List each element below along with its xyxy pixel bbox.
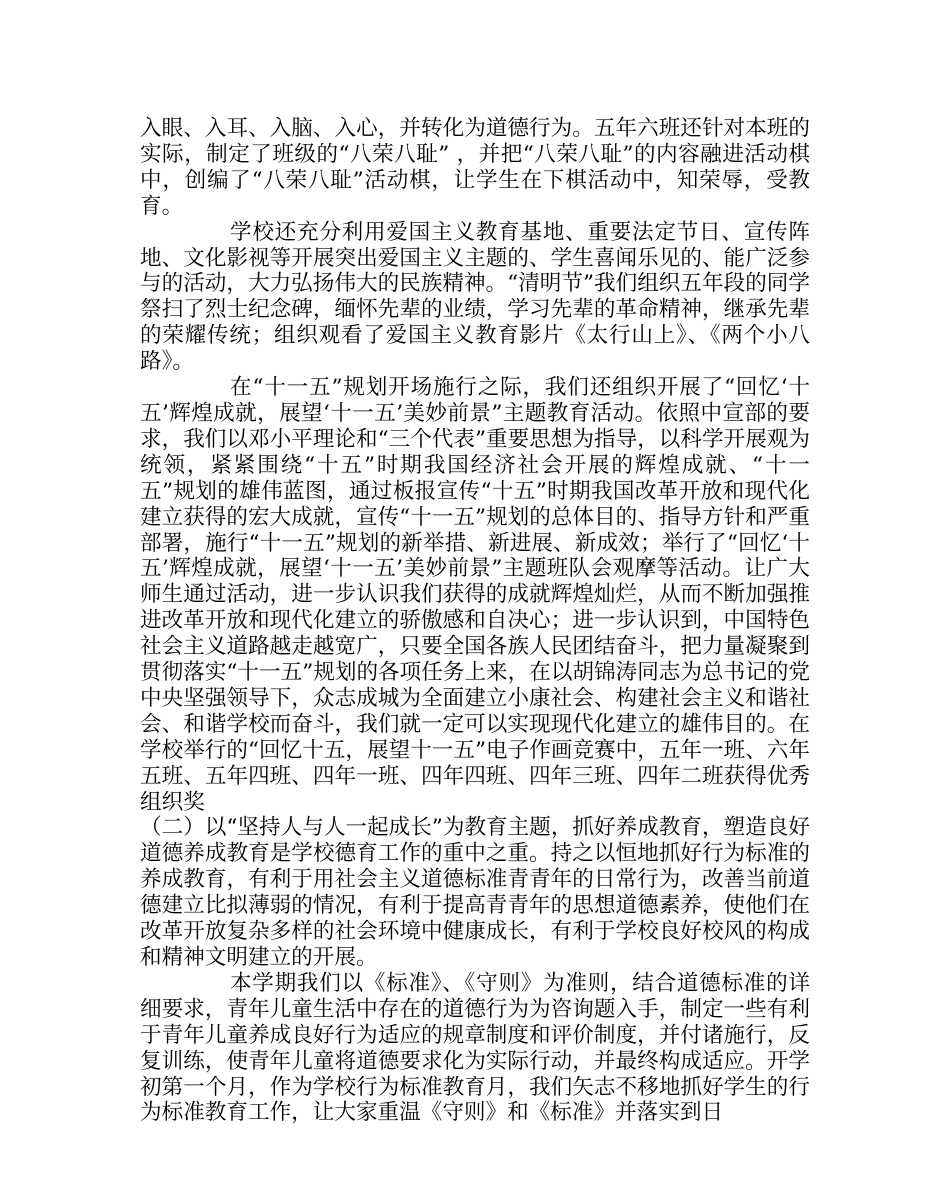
paragraph: 学校还充分利用爱国主义教育基地、重要法定节日、宣传阵地、文化影视等开展突出爱国主义主题的、学生喜闻乐见的、能广泛参与的活动，大力弘扬伟大的民族精神。“清明节”我们组织五年段的同学祭扫了烈士纪念碑，缅怀先辈的业绩，学习先辈的革命精神，继承先辈的荣耀传统；组织观看了爱国主义教育影片《太行山上》、《两个小八路》。: [140, 219, 810, 375]
paragraph: 本学期我们以《标准》、《守则》为准则，结合道德标准的详细要求，青年儿童生活中存在的道德行为为咨询题入手，制定一些有利于青年儿童养成良好行为适应的规章制度和评价制度，并付诸施行，反复训练，使青年儿童将道德要求化为实际行动，并最终构成适应。开学初第一个月，作为学校行为标准教育月，我们矢志不移地抓好学生的行为标准教育工作，让大家重温《守则》和《标准》并落实到日: [140, 970, 810, 1126]
paragraph: （二）以“坚持人与人一起成长”为教育主题，抓好养成教育，塑造良好道德养成教育是学校德育工作的重中之重。持之以恒地抓好行为标准的养成教育，有利于用社会主义道德标准青青年的日常行为，改善当前道德建立比拟薄弱的情况，有利于提高青青年的思想道德素养，使他们在改革开放复杂多样的社会环境中健康成长，有利于学校良好校风的构成和精神文明建立的开展。: [140, 815, 810, 970]
paragraph: 入眼、入耳、入脑、入心，并转化为道德行为。五年六班还针对本班的实际，制定了班级的“八荣八耻” ，并把“八荣八耻”的内容融进活动棋中，创编了“八荣八耻”活动棋，让学生在下棋活动中，知荣辱，受教育。: [140, 116, 810, 219]
document-body: [140, 116, 810, 1126]
paragraph: 在“十一五”规划开场施行之际，我们还组织开展了“回忆‘十五’辉煌成就，展望‘十一五’美妙前景”主题教育活动。依照中宣部的要求，我们以邓小平理论和“三个代表”重要思想为指导，以科学开展观为统领，紧紧围绕“十五”时期我国经济社会开展的辉煌成就、“十一五”规划的雄伟蓝图，通过板报宣传“十五”时期我国改革开放和现代化建立获得的宏大成就，宣传“十一五”规划的总体目的、指导方针和严重部署，施行“十一五”规划的新举措、新进展、新成效；举行了“回忆‘十五’辉煌成就，展望‘十一五’美妙前景”主题班队会观摩等活动。让广大师生通过活动，进一步认识我们获得的成就辉煌灿烂，从而不断加强推进改革开放和现代化建立的骄傲感和自决心；进一步认识到，中国特色社会主义道路越走越宽广，只要全国各族人民团结奋斗，把力量凝聚到贯彻落实“十一五”规划的各项任务上来，在以胡锦涛同志为总书记的党中央坚强领导下，众志成城为全面建立小康社会、构建社会主义和谐社会、和谐学校而奋斗，我们就一定可以实现现代化建立的雄伟目的。在学校举行的“回忆十五，展望十一五”电子作画竞赛中，五年一班、六年五班、五年四班、四年一班、四年四班、四年三班、四年二班获得优秀组织奖: [140, 375, 810, 815]
